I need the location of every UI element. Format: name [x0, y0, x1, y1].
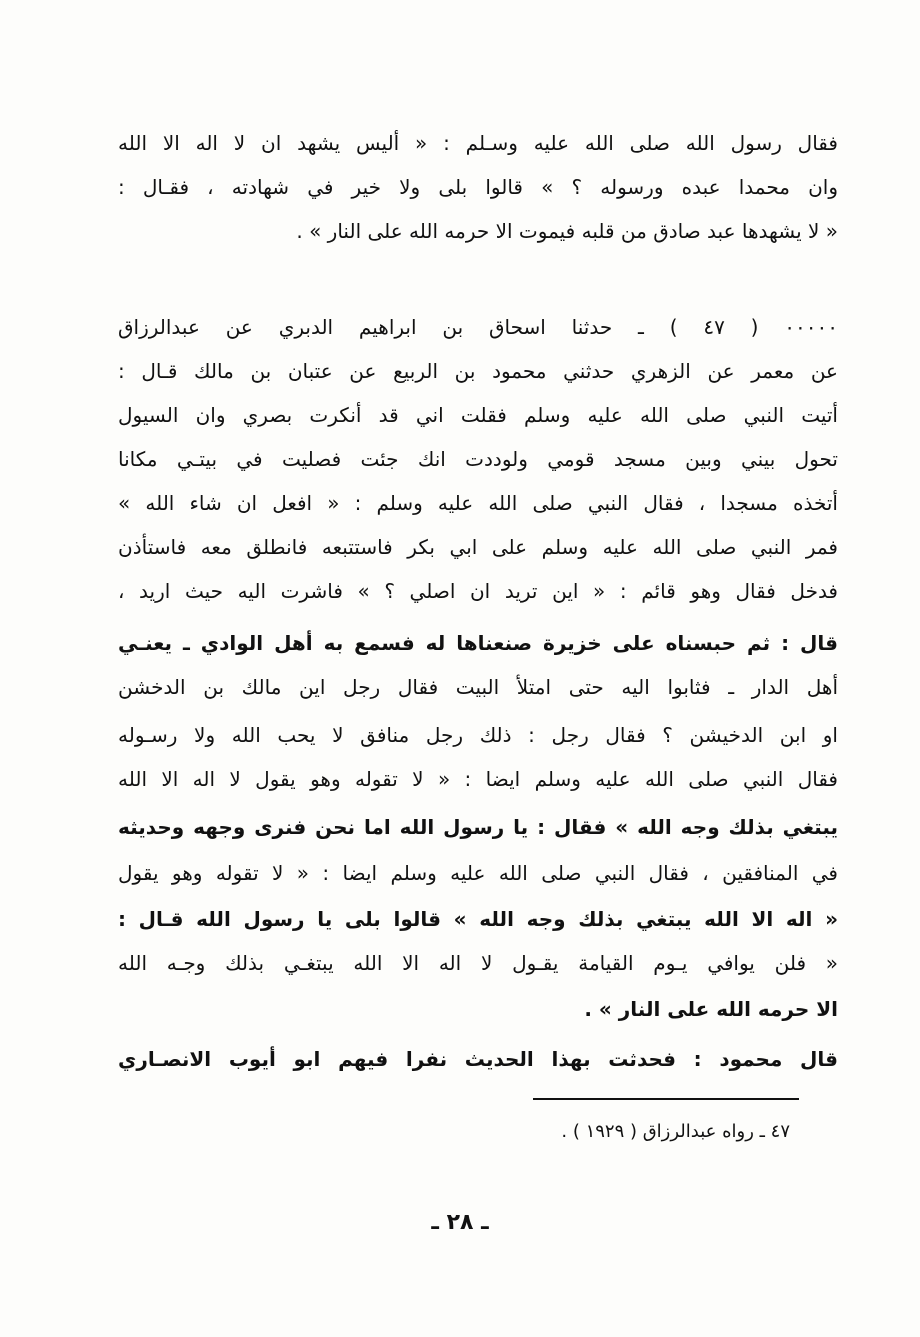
text-line-1: فقال رسول الله صلى الله عليه وسـلم : « أليس يشهد ان لا اله الا الله: [118, 131, 838, 155]
footnote: ٤٧ ـ رواه عبدالرزاق ( ١٩٢٩ ) .: [561, 1121, 790, 1142]
text-line-2: وان محمدا عبده ورسوله ؟ » قالوا بلى ولا خير في شهادته ، فقـال :: [118, 175, 838, 199]
text-line-16: في المنافقين ، فقال النبي صلى الله عليه وسلم ايضا : « لا تقوله وهو يقول: [118, 861, 838, 885]
text-line-17: « اله الا الله يبتغي بذلك وجه الله » قالوا بلى يا رسول الله قـال :: [118, 907, 838, 931]
text-line-15: يبتغي بذلك وجه الله » فقال : يا رسول الله اما نحن فنرى وجهه وحديثه: [118, 815, 838, 839]
text-line-3: « لا يشهدها عبد صادق من قلبه فيموت الا حرمه الله على النار » .: [296, 219, 838, 243]
text-line-10: فدخل فقال وهو قائم : « اين تريد ان اصلي ؟ » فاشرت اليه حيث اريد ،: [118, 579, 838, 603]
text-line-8: أتخذه مسجدا ، فقال النبي صلى الله عليه وسلم : « افعل ان شاء الله »: [118, 491, 838, 515]
text-line-7: تحول بيني وبين مسجد قومي ولوددت انك جئت فصليت في بيتـي مكانا: [118, 447, 838, 471]
text-line-14: فقال النبي صلى الله عليه وسلم ايضا : « لا تقوله وهو يقول لا اله الا الله: [118, 767, 838, 791]
text-line-19: الا حرمه الله على النار » .: [584, 997, 838, 1021]
text-line-11: قال : ثم حبسناه على خزيرة صنعناها له فسمع به أهل الوادي ـ يعنـي: [118, 631, 838, 655]
text-line-18: « فلن يوافي يـوم القيامة يقـول لا اله الا الله يبتغـي بذلك وجـه الله: [118, 951, 838, 975]
footnote-separator: [533, 1098, 799, 1100]
page-number: ـ ٢٨ ـ: [431, 1210, 489, 1235]
text-line-12: أهل الدار ـ فثابوا اليه حتى امتلأ البيت فقال رجل اين مالك بن الدخشن: [118, 675, 838, 699]
text-line-9: فمر النبي صلى الله عليه وسلم على ابي بكر فاستتبعه فانطلق معه فاستأذن: [118, 535, 838, 559]
hadith-header-line: ٠٠٠٠٠ ( ٤٧ ) ـ حدثنا اسحاق بن ابراهيم الدبري عن عبدالرزاق: [118, 315, 838, 339]
text-line-13: او ابن الدخيشن ؟ فقال رجل : ذلك رجل منافق لا يحب الله ولا رسـوله: [118, 723, 838, 747]
text-line-6: أتيت النبي صلى الله عليه وسلم فقلت اني قد أنكرت بصري وان السيول: [118, 403, 838, 427]
text-line-5: عن معمر عن الزهري حدثني محمود بن الربيع عن عتبان بن مالك قـال :: [118, 359, 838, 383]
text-line-20: قال محمود : فحدثت بهذا الحديث نفرا فيهم ابو أيوب الانصـاري: [118, 1047, 838, 1071]
